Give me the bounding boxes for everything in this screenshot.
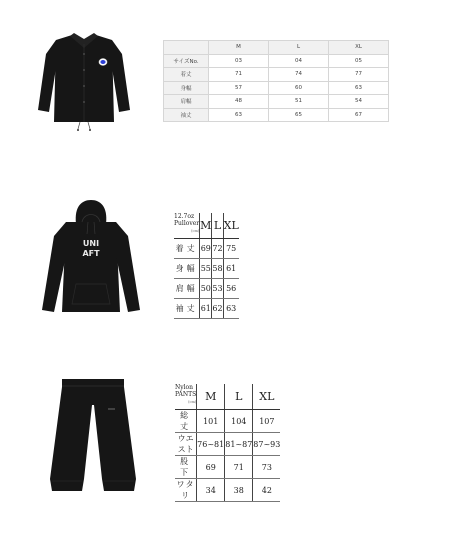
size-table-pullover bbox=[174, 213, 239, 319]
col-header: M bbox=[197, 384, 225, 410]
table-cell: 54 bbox=[329, 95, 389, 109]
table-unit: (cm) bbox=[188, 400, 197, 404]
hoodie-print-line2: AFT bbox=[82, 249, 100, 258]
table-cell: 71 bbox=[225, 456, 253, 479]
row-label: 袖丈 bbox=[174, 299, 200, 319]
table-row bbox=[164, 108, 389, 122]
table-cell: 62 bbox=[212, 299, 223, 319]
table-cell: 101 bbox=[197, 410, 225, 433]
table-cell: 60 bbox=[269, 81, 329, 95]
table-row bbox=[175, 479, 280, 502]
col-header: L bbox=[269, 41, 329, 55]
table-cell: 61 bbox=[223, 259, 239, 279]
table-cell: 04 bbox=[269, 54, 329, 68]
table-row bbox=[164, 95, 389, 109]
row-label: 着丈 bbox=[174, 239, 200, 259]
table-row bbox=[174, 259, 239, 279]
table-cell: 55 bbox=[200, 259, 212, 279]
table-cell: 05 bbox=[329, 54, 389, 68]
nylon-pants-image bbox=[48, 375, 138, 495]
col-header: XL bbox=[223, 213, 239, 239]
table-cell: 72 bbox=[212, 239, 223, 259]
row-label: サイズNo. bbox=[164, 54, 209, 68]
table-cell: 51 bbox=[269, 95, 329, 109]
table-caption bbox=[174, 213, 200, 239]
hoodie-print-line1: UNI bbox=[82, 239, 100, 248]
table-row bbox=[174, 239, 239, 259]
table-unit: (cm) bbox=[191, 229, 200, 233]
table-cell: 107 bbox=[253, 410, 281, 433]
table-cell: 48 bbox=[209, 95, 269, 109]
table-cell: 58 bbox=[212, 259, 223, 279]
table-row bbox=[174, 279, 239, 299]
table-cell: 63 bbox=[223, 299, 239, 319]
col-header: XL bbox=[253, 384, 281, 410]
table-cell: 77 bbox=[329, 68, 389, 82]
col-header: M bbox=[209, 41, 269, 55]
table-cell: 65 bbox=[269, 108, 329, 122]
table-caption bbox=[175, 384, 197, 410]
table-cell: 03 bbox=[209, 54, 269, 68]
size-table-pants-box bbox=[175, 384, 280, 502]
table-cell: 56 bbox=[223, 279, 239, 299]
table-row bbox=[164, 68, 389, 82]
table-caption-text: Nylon PANTS bbox=[175, 384, 197, 398]
table-cell: 63 bbox=[209, 108, 269, 122]
coach-jacket-image bbox=[34, 30, 134, 140]
row-label: 総丈 bbox=[175, 410, 197, 433]
corner-cell bbox=[164, 41, 209, 55]
row-label: 肩幅 bbox=[164, 95, 209, 109]
table-cell: 75 bbox=[223, 239, 239, 259]
table-cell: 50 bbox=[200, 279, 212, 299]
row-label: 股下 bbox=[175, 456, 197, 479]
table-row bbox=[175, 410, 280, 433]
row-label: 着丈 bbox=[164, 68, 209, 82]
row-label: 身幅 bbox=[174, 259, 200, 279]
table-cell: 87~93 bbox=[253, 433, 281, 456]
table-row bbox=[175, 456, 280, 479]
table-row bbox=[175, 433, 280, 456]
table-caption-text: 12.7oz Pullover bbox=[174, 213, 200, 227]
table-cell: 73 bbox=[253, 456, 281, 479]
table-cell: 67 bbox=[329, 108, 389, 122]
row-label: ワタリ bbox=[175, 479, 197, 502]
table-row bbox=[164, 54, 389, 68]
table-cell: 34 bbox=[197, 479, 225, 502]
table-cell: 42 bbox=[253, 479, 281, 502]
row-label: 身幅 bbox=[164, 81, 209, 95]
table-row bbox=[164, 81, 389, 95]
table-cell: 53 bbox=[212, 279, 223, 299]
table-cell: 71 bbox=[209, 68, 269, 82]
size-table-coach-jacket bbox=[163, 40, 389, 122]
size-table-pants bbox=[175, 384, 280, 502]
hoodie-image bbox=[36, 200, 146, 320]
table-cell: 38 bbox=[225, 479, 253, 502]
table-cell: 57 bbox=[209, 81, 269, 95]
table-cell: 63 bbox=[329, 81, 389, 95]
table-cell: 61 bbox=[200, 299, 212, 319]
row-label: 肩幅 bbox=[174, 279, 200, 299]
row-label: 袖丈 bbox=[164, 108, 209, 122]
row-label: ウエスト bbox=[175, 433, 197, 456]
table-cell: 69 bbox=[197, 456, 225, 479]
table-cell: 74 bbox=[269, 68, 329, 82]
col-header: L bbox=[212, 213, 223, 239]
table-row bbox=[174, 299, 239, 319]
table-cell: 81~87 bbox=[225, 433, 253, 456]
col-header: L bbox=[225, 384, 253, 410]
table-cell: 104 bbox=[225, 410, 253, 433]
size-table-pullover-box bbox=[174, 213, 239, 319]
table-cell: 69 bbox=[200, 239, 212, 259]
col-header: M bbox=[200, 213, 212, 239]
table-cell: 76~81 bbox=[197, 433, 225, 456]
col-header: XL bbox=[329, 41, 389, 55]
